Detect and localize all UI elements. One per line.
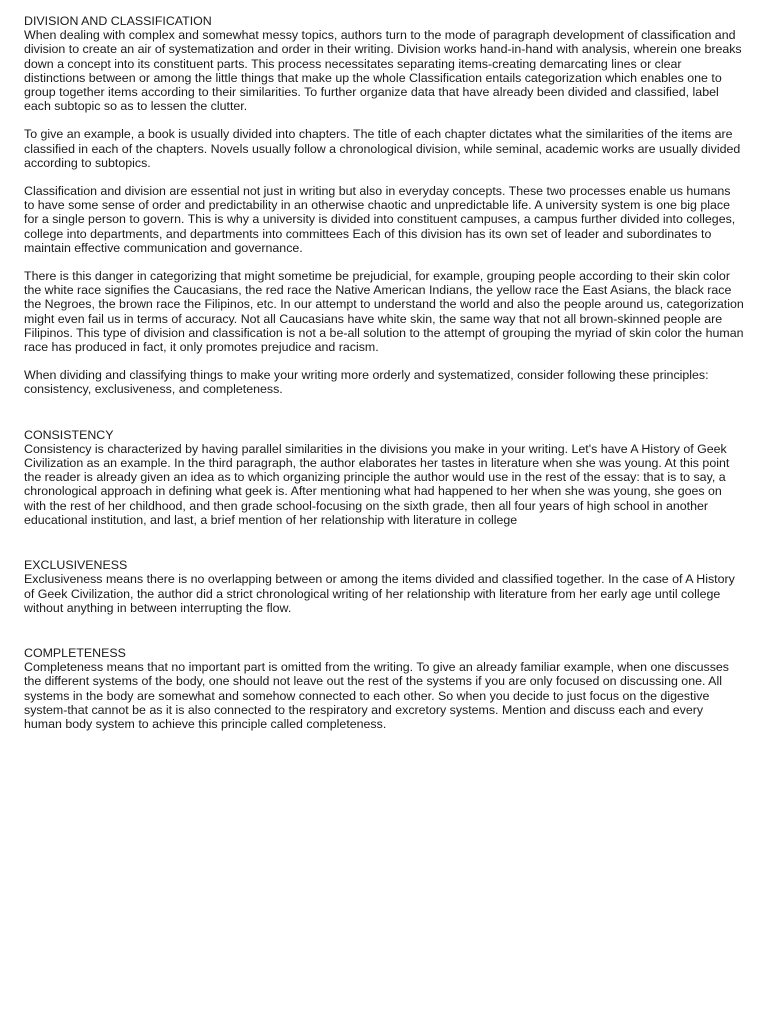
intro-paragraph-4: There is this danger in categorizing that might sometime be prejudicial, for example, grouping people according to their skin color the white race signifies the Caucasians, the red race the Native American Indians, the yellow race the East Asians, the black race the Negroes, the brown race the Filipinos, etc. In our attempt to understand the world and also the people around us, categorization might even fail us in terms of accuracy. Not all Caucasians have white skin, the same way that not all brown-skinned people are Filipinos. This type of division and classification is not a be-all solution to the attempt of grouping the myriad of skin color the human race has produced in fact, it only promotes prejudice and racism. [24,269,744,355]
section-heading-division-and-classification: DIVISION AND CLASSIFICATION [24,14,212,28]
exclusiveness-paragraph: Exclusiveness means there is no overlapping between or among the items divided and classified together. In the case of A History of Geek Civilization, the author did a strict chronological writing of her relationship with literature from her early age until college without anything in between interrupting the flow. [24,572,735,615]
intro-paragraph-3: Classification and division are essential not just in writing but also in everyday concepts. These two processes enable us humans to have some sense of order and predictability in an otherwise chaotic and unpredictable life. A university system is one big place for a single person to govern. This is why a university is divided into constituent campuses, a campus further divided into colleges, college into departments, and departments into committees Each of this division has its own set of leader and subordinates to maintain effective communication and governance. [24,184,736,255]
document-page [24,14,744,731]
section-heading-exclusiveness: EXCLUSIVENESS [24,558,128,573]
intro-paragraph-2: To give an example, a book is usually divided into chapters. The title of each chapter dictates what the similarities of the items are classified in each of the chapters. Novels usually follow a chronological division, while seminal, academic works are usually divided according to subtopics. [24,127,741,170]
consistency-paragraph: Consistency is characterized by having parallel similarities in the divisions you make in your writing. Let's have A History of Geek Civilization as an example. In the third paragraph, the author elaborates her tastes in literature when she was young. At this point the reader is already given an idea as to which organizing principle the author would use in the rest of the essay: that is to say, a chronological approach in defining what geek is. After mentioning what had happened to her when she was young, she goes on with the rest of her childhood, and then grade school-focusing on the sixth grade, then all four years of high school in another educational institution, and last, a brief mention of her relationship with literature in college [24,441,730,527]
intro-paragraph-5: When dividing and classifying things to make your writing more orderly and systematized, consider following these principles: consistency, exclusiveness, and completeness. [24,368,709,397]
section-heading-consistency: CONSISTENCY [24,427,114,442]
completeness-paragraph: Completeness means that no important part is omitted from the writing. To give an already familiar example, when one discusses the different systems of the body, one should not leave out the rest of the systems if you are only focused on discussing one. All systems in the body are somewhat and somehow connected to each other. So when you decide to just focus on the digestive system-that cannot be as it is also connected to the respiratory and excretory systems. Mention and discuss each and every human body system to achieve this principle called completeness. [24,660,730,731]
intro-paragraph-1: When dealing with complex and somewhat messy topics, authors turn to the mode of paragraph development of classification and division to create an air of systematization and order in their writing. Division works hand-in-hand with analysis, wherein one breaks down a concept into its constituent parts. This process necessitates separating items-creating demarcating lines or clear distinctions between or among the little things that make up the whole Classification entails categorization which enables one to group together items according to their similarities. To further organize data that have already been divided and classified, label each subtopic so as to lessen the clutter. [24,28,742,114]
section-heading-completeness: COMPLETENESS [24,645,126,660]
